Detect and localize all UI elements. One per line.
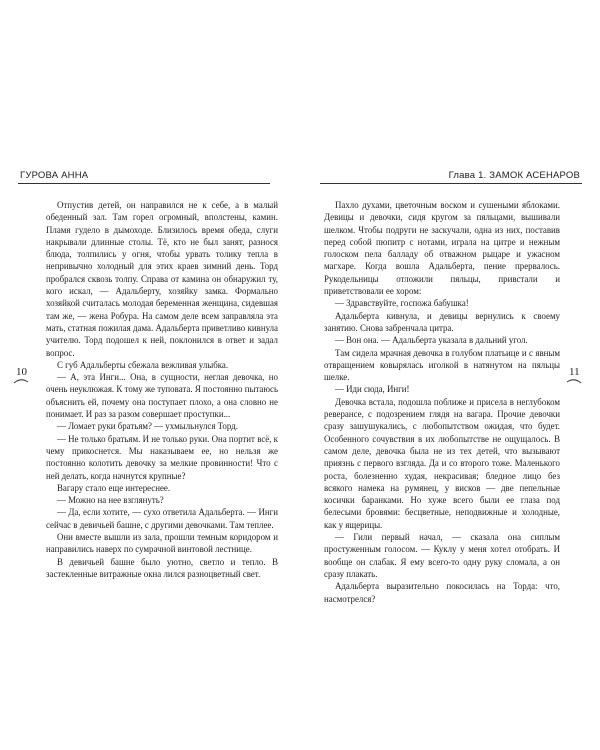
paragraph: — Можно на нее взглянуть? xyxy=(57,495,164,506)
running-head-right: Глава 1. ЗАМОК АСЕНАРОВ xyxy=(448,170,580,181)
paragraph: Там сидела мрачная девочка в голубом платьице и с явным отвращением ковырялась иголкой в натянутом на пяльцы шелке. xyxy=(324,347,560,383)
left-page-text xyxy=(46,199,278,580)
paragraph: Вагару стало еще интереснее. xyxy=(57,482,171,493)
paragraph: — Ломает руки братьям? — ухмыльнулся Торд. xyxy=(57,421,238,432)
paragraph: Адальберта кивнула, и девицы вернулись к своему занятию. Снова забренчала цитра. xyxy=(324,310,560,333)
page-number-left: 10 xyxy=(16,366,27,378)
paragraph: — Иди сюда, Инги! xyxy=(335,384,410,395)
folio-swash-left xyxy=(13,377,29,385)
paragraph: Пахло духами, цветочным воском и сушеными яблоками. Девицы и девочки, сидя кругом за пяльцами, вышивали шелком. Чтобы подруги не заскучали, одна из них, поставив перед собой пюпитр с нотами, играла на цитре и нежным голоском пела балладу об отважном рыцаре и ужасном магхаре. Когда вошла Адальберта, пение прервалось. Рукодельницы отложили пяльцы, привстали и приветствовали ее хором: xyxy=(324,200,560,297)
paragraph: — Не только братьям. И не только руки. Она портит всё, к чему прикоснется. Мы наказываем ее, но нельзя же постоянно колотить девочку за мелкие провинности! Что с ней делать, когда начнутся крупные? xyxy=(46,433,278,481)
paragraph: — Вон она. — Адальберта указала в дальний угол. xyxy=(335,335,528,346)
header-rule-left xyxy=(18,183,270,184)
paragraph: В девичьей башне было уютно, светло и тепло. В застекленные витражные окна лился разноцветный свет. xyxy=(46,556,278,579)
paragraph: Отпустив детей, он направился не к себе, а в малый обеденный зал. Там горел огромный, вполстены, камин. Пламя гудело в дымоходе. Близилось время обеда, слуги накрывали длинные столы. Тё, кто не был занят, разнося блюда, толпились у огня, чтобы урвать толику тепла в непривычно холодный для этих краев зимний день. Торд пробрался сквозь толпу. Справа от камина он обнаружил ту, кого искал, — Адальберту, хозяйку замка. Формально хозяйкой считалась молодая беременная женщина, сидевшая там же, — жена Робура. На самом деле всем заправляла эта мать, статная пожилая дама. Адальберта приветливо кивнула учителю. Торд подошел к ней, поклонился в ответ и задал вопрос. xyxy=(46,200,278,358)
page-number-right: 11 xyxy=(569,366,580,378)
paragraph: — Здравствуйте, госпожа бабушка! xyxy=(335,298,469,309)
paragraph: — Гили первый начал, — сказала она сиплым простуженным голосом. — Куклу у меня хотел отобрать. И вообще он слабак. Я ему всего-то одну руку сломала, а он сразу плакать. xyxy=(324,532,560,579)
paragraph: Девочка встала, подошла поближе и присела в неглубоком реверансе, с подозрением глядя на вагара. Прочие девочки сразу зашушукались, с любопытством ожидая, что будет. Особенного сочувствия в их любопытстве не ощущалось. В самом деле, девочка была не из тех детей, что вызывают приязнь с первого взгляда. Да и со второго тоже. Маленького роста, болезненно худая, некрасивая; бледное лицо без всякого намека на румянец, у висков — две пепельные косички баранками. Но хуже всего были ее глаза под белесыми бровями: бесцветные, неподвижные и холодные, как у ящерицы. xyxy=(324,396,560,530)
paragraph: Адальберта выразительно покосилась на Торда: что, насмотрелся? xyxy=(324,581,560,604)
paragraph: С губ Адальберты сбежала вежливая улыбка. xyxy=(57,359,229,370)
right-page-text xyxy=(324,199,560,605)
running-head-left: ГУРОВА АННА xyxy=(20,170,89,181)
paragraph: Они вместе вышли из зала, прошли темным коридором и направились наверх по сумрачной винтовой лестнице. xyxy=(46,532,278,555)
folio-swash-right xyxy=(566,377,582,385)
paragraph: — А, эта Инги... Она, в сущности, неглая девочка, но очень неуклюжая. К тому же туповата. Я постоянно пытаюсь объяснить ей, почему она поступает плохо, а она словно не понимает. И раз за разом совершает проступки... xyxy=(46,372,278,420)
paragraph: — Да, если хотите, — сухо ответила Адальберта. — Инги сейчас в девичьей башне, с другими девочками. Там теплее. xyxy=(46,507,278,530)
header-rule-right xyxy=(320,183,582,184)
